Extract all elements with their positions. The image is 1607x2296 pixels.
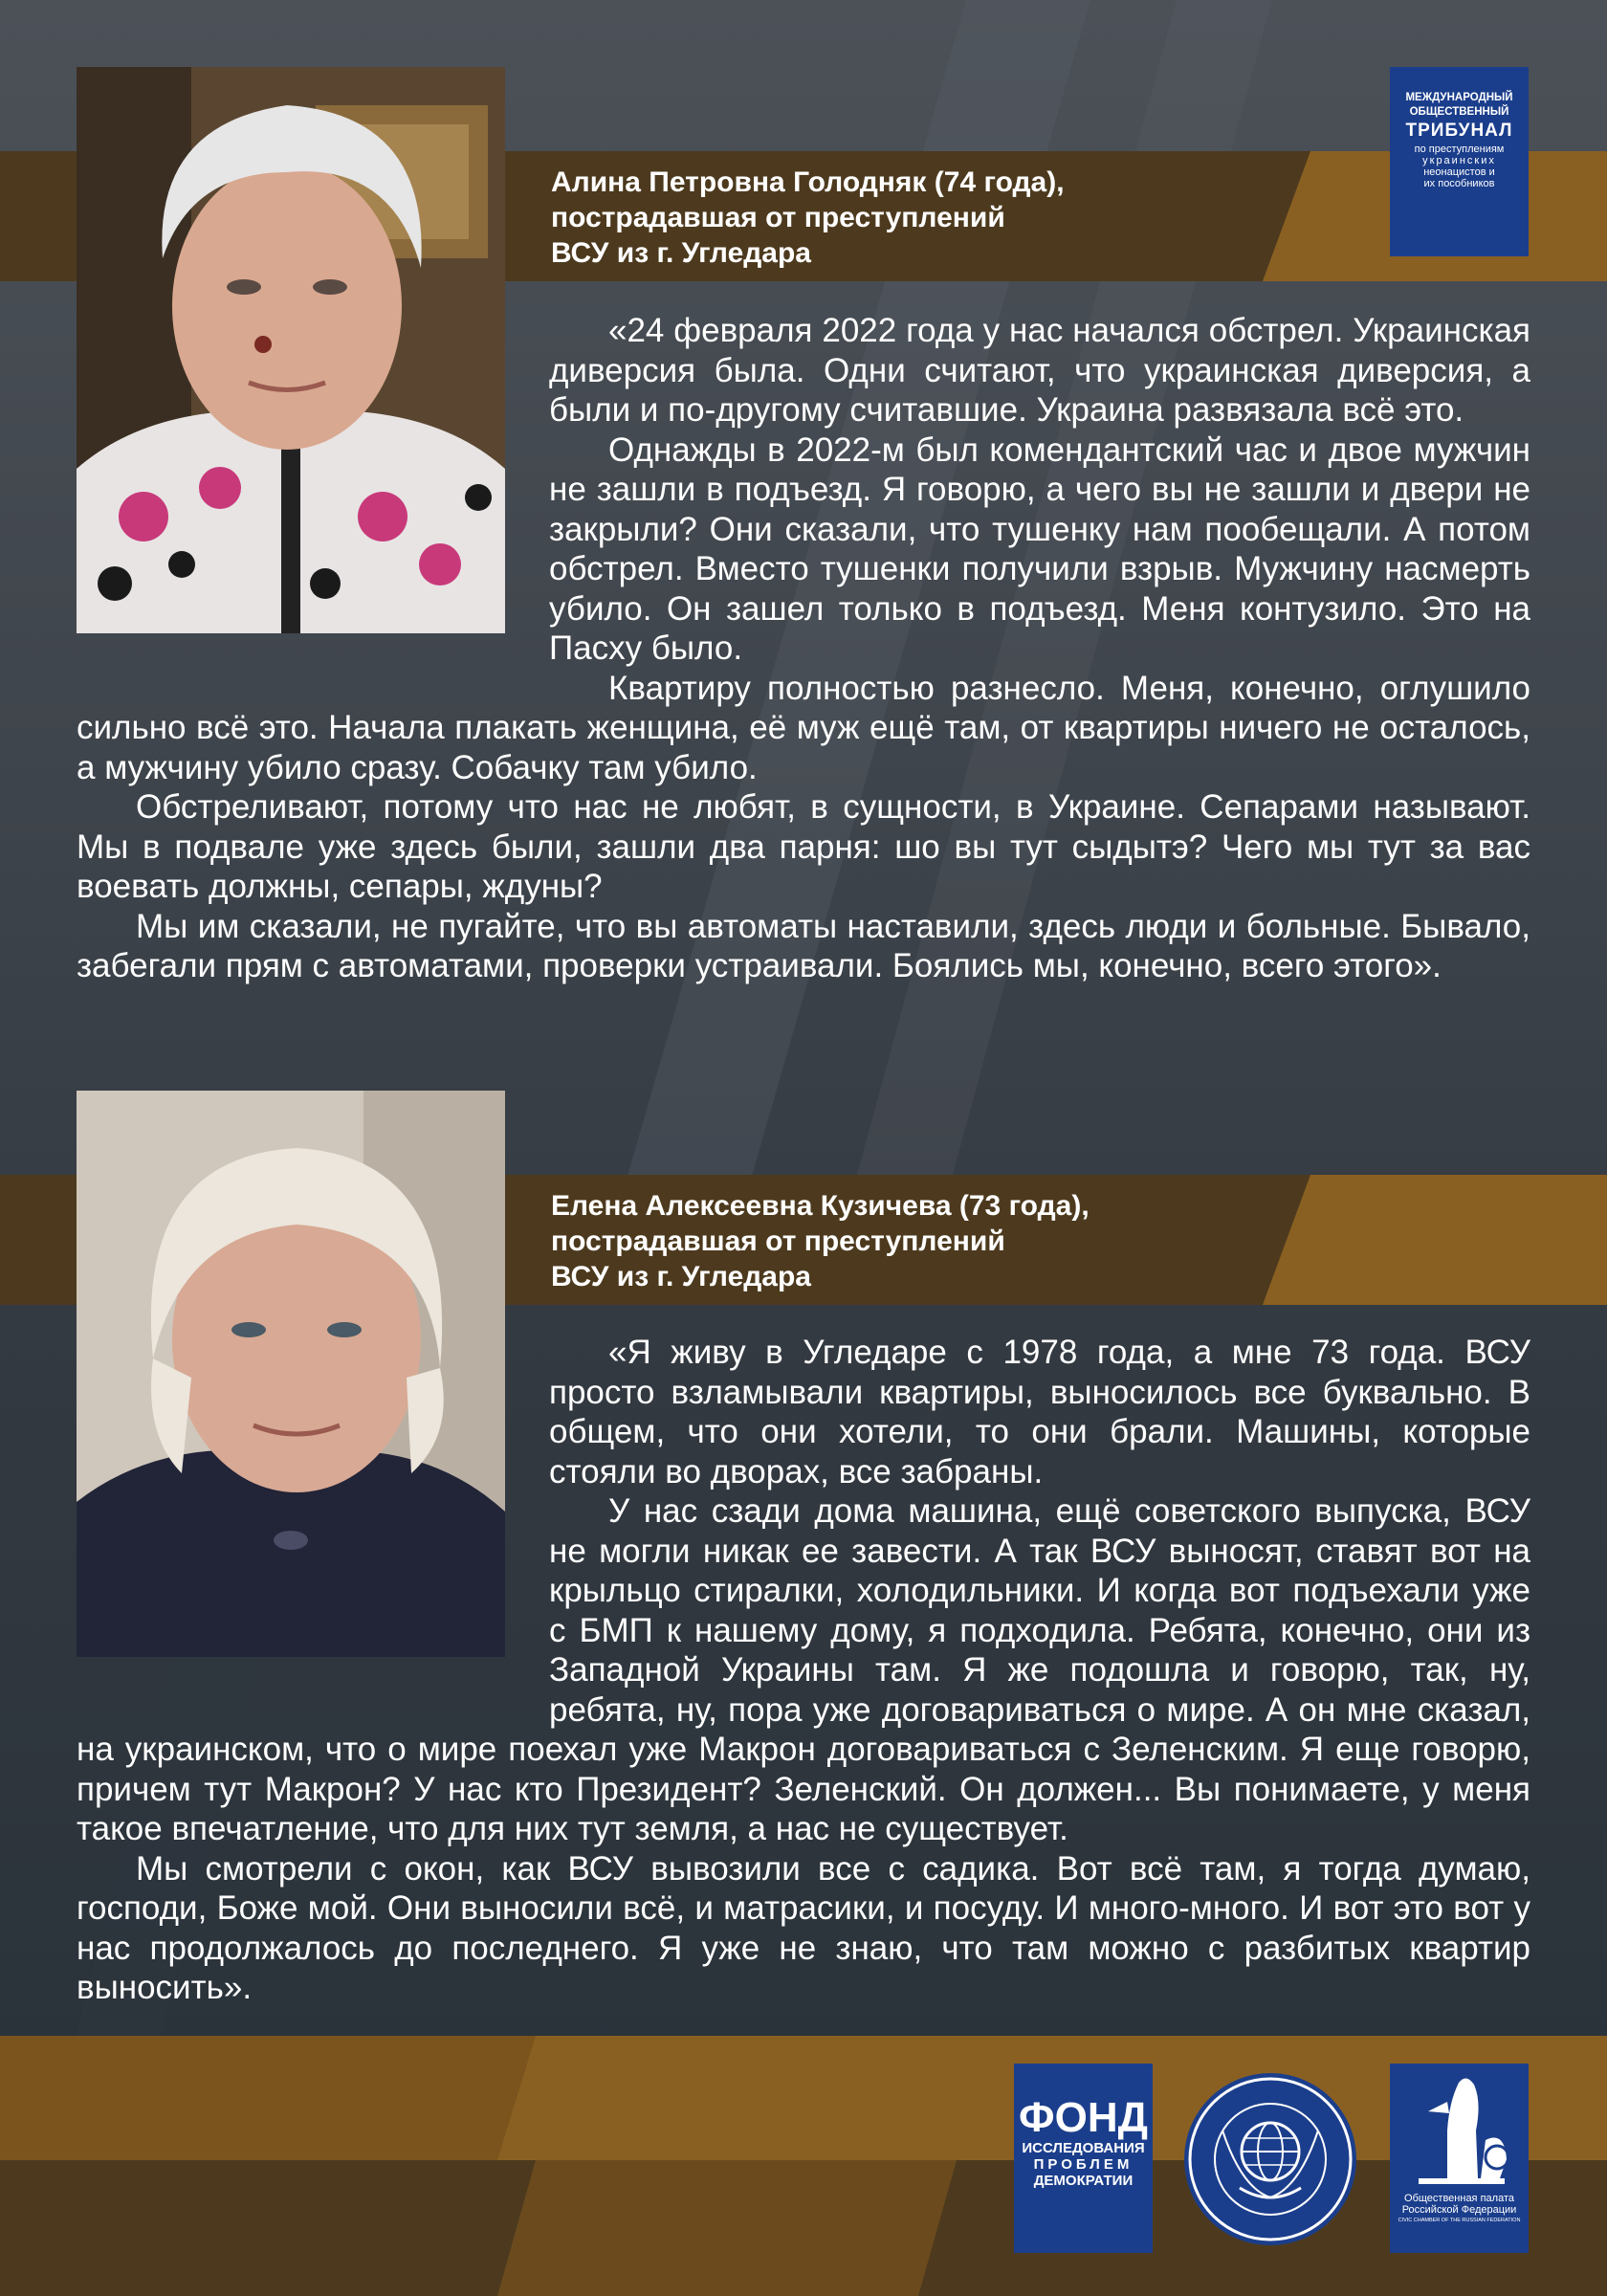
tribunal-line-6: неонацистов и (1423, 166, 1495, 178)
witness-1-victim-line: пострадавшая от преступлений (551, 202, 1005, 233)
foundation-seal-logo (1184, 2073, 1356, 2245)
witness-1-paragraph-3: Квартиру полностью разнесло. Меня, конечно, оглушило сильно всё это. Начала плакать женщина, её муж ещё там, от квартиры ничего не осталось, а мужчину убило сразу. Собачку там убило. (77, 669, 1530, 786)
monument-emblem (1390, 2064, 1529, 2188)
tribunal-line-5: украинских (1422, 155, 1496, 166)
witness-2-victim-line: пострадавшая от преступлений (551, 1225, 1005, 1257)
witness-1-story (77, 311, 1530, 986)
witness-1-title (551, 165, 1278, 271)
witness-2-name: Елена Алексеевна Кузичева (73 года), (551, 1190, 1090, 1222)
tribunal-line-4: по преступлениям (1414, 144, 1505, 155)
photo-wrap-spacer (77, 311, 549, 700)
witness-2-paragraph-1: «Я живу в Угледаре с 1978 года, а мне 73 года. ВСУ просто взламывали квартиры, выносилось все буквально. В общем, что они хотели, то они брали. Машины, которые стояли во дворах, все забраны. (549, 1334, 1530, 1490)
witness-1-paragraph-4: Обстреливают, потому что нас не любят, в сущности, в Украине. Сепарами называют. Мы в подвале уже здесь были, зашли два парня: шо вы тут сыдытэ? Чего мы тут за вас воевать должны, сепары, ждуны? (77, 788, 1530, 905)
tribunal-line-3: ТРИБУНАЛ (1405, 121, 1513, 141)
tribunal-line-7: их пособников (1423, 178, 1495, 189)
palata-line-3: CIVIC CHAMBER OF THE RUSSIAN FEDERATION (1398, 2218, 1521, 2223)
fond-line-4: ДЕМОКРАТИИ (1033, 2173, 1134, 2189)
witness-1-paragraph-1: «24 февраля 2022 года у нас начался обстрел. Украинская диверсия была. Одни считают, что украинская диверсия, а были и по-другому считавшие. Украина развязала всё это. (549, 312, 1530, 429)
fond-line-3: ПРОБЛЕМ (1033, 2156, 1134, 2173)
witness-1-name: Алина Петровна Голодняк (74 года), (551, 166, 1065, 198)
witness-2-paragraph-3: Мы смотрели с окон, как ВСУ вывозили все с садика. Вот всё там, я тогда думаю, господи, Боже мой. Они выносили всё, и матрасики, и посуду. И много-много. И вот это вот у нас продолжалось до последнего. Я уже не знаю, что там можно с разбитых квартир выносить». (77, 1849, 1530, 2006)
witness-2-paragraph-2: У нас сзади дома машина, ещё советского выпуска, ВСУ не могли никак ее завести. А так ВСУ выносят, ставят вот на крыльцо стиралки, холодильники. И когда вот подъехали уже с БМП к нашему дому, я подходила. Ребята, конечно, они из Западной Украины там. Я же подошла и говорю, так, ну, ребята, ну, пора уже договариваться о мире. А он мне сказал, на украинском, что о мире поехал уже Макрон договариваться с Зеленским. Я еще говорю, причем тут Макрон? У нас кто Президент? Зеленский. Он должен... Вы понимаете, у меня такое впечатление, что для них тут земля, а нас не существует. (77, 1492, 1530, 1847)
tribunal-line-1: МЕЖДУНАРОДНЫЙ (1405, 92, 1513, 103)
photo-wrap-spacer-2 (77, 1333, 549, 1722)
witness-1-place: ВСУ из г. Угледара (551, 237, 811, 269)
witness-1-paragraph-2: Однажды в 2022-м был комендантский час и двое мужчин не зашли в подъезд. Я говорю, а чего вы не зашли и двери не закрыли? Они сказали, что тушенку нам пообещали. А потом обстрел. Вместо тушенки получили взрыв. Мужчину насмерть убило. Он зашел только в подъезд. Меня контузило. Это на Пасху было. (549, 430, 1530, 667)
civic-chamber-logo (1390, 2064, 1529, 2253)
witness-2-place: ВСУ из г. Угледара (551, 1261, 811, 1292)
witness-1-paragraph-5: Мы им сказали, не пугайте, что вы автоматы наставили, здесь люди и больные. Бывало, забегали прям с автоматами, проверки устраивали. Боялись мы, конечно, всего этого». (77, 907, 1530, 984)
witness-2-story (77, 1333, 1530, 2008)
fond-logo (1014, 2064, 1153, 2253)
tribunal-line-2: ОБЩЕСТВЕННЫЙ (1409, 106, 1509, 118)
witness-2-title (551, 1188, 1278, 1294)
palata-line-1: Общественная палата (1404, 2193, 1514, 2204)
palata-line-2: Российской Федерации (1401, 2204, 1517, 2216)
footer-bands (0, 2036, 1607, 2296)
fond-big: ФОНД (1019, 2094, 1148, 2141)
fond-line-2: ИССЛЕДОВАНИЯ (1022, 2140, 1145, 2156)
tribunal-logo (1390, 67, 1529, 256)
